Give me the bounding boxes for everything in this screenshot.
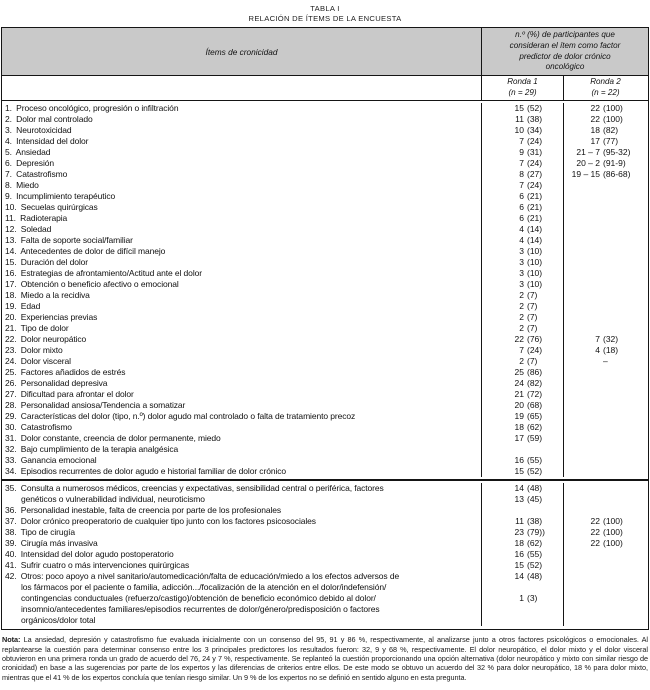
table-row <box>2 466 648 477</box>
round1-value-cell: 2 (7) <box>481 312 563 323</box>
table-row <box>2 527 648 538</box>
item-number: 27. <box>5 389 17 400</box>
round2-value-cell <box>563 301 647 312</box>
table-row <box>2 246 648 257</box>
value-column-header: n.º (%) de participantes que consideran el ítem como factor predictor de dolor crónico oncológico <box>481 28 648 75</box>
round1-value-cell: 16 (55) <box>481 455 563 466</box>
item-number: 15. <box>5 257 17 268</box>
item-text-cell: 19. Edad <box>5 301 41 312</box>
round2-value-cell: 17 (77) <box>563 136 647 147</box>
item-text-cell: 12. Soledad <box>5 224 52 235</box>
table-row <box>2 202 648 213</box>
round2-value-cell: 7 (32) <box>563 334 647 345</box>
item-number: 32. <box>5 444 17 455</box>
round1-value-cell: 10 (34) <box>481 125 563 136</box>
item-text-cell: 2. Dolor mal controlado <box>5 114 93 125</box>
round1-value-cell: 7 (24) <box>481 158 563 169</box>
item-number: 31. <box>5 433 17 444</box>
table-row <box>2 378 648 389</box>
table-row <box>2 367 648 378</box>
round1-value-cell: 15 (52) <box>481 466 563 477</box>
item-text-cell: 29. Características del dolor (tipo, n.º) dolor agudo mal controlado o falta de tratamiento precoz <box>5 411 356 422</box>
item-text-cell: 16. Estrategias de afrontamiento/Actitud ante el dolor <box>5 268 202 279</box>
round1-value-cell: 6 (21) <box>481 202 563 213</box>
item-text-cell: 10. Secuelas quirúrgicas <box>5 202 98 213</box>
table-row <box>2 411 648 422</box>
item-number: 36. <box>5 505 17 516</box>
round1-value-cell: 2 (7) <box>481 356 563 367</box>
item-text-cell: 1. Proceso oncológico, progresión o infiltración <box>5 103 179 114</box>
table-row <box>2 103 648 114</box>
item-number: 9. <box>5 191 12 202</box>
item-number: 17. <box>5 279 17 290</box>
round2-value-cell <box>563 257 647 268</box>
item-text-cell: 39. Cirugía más invasiva <box>5 538 98 549</box>
table-row <box>2 516 648 527</box>
table-row <box>2 136 648 147</box>
round1-value-cell: 19 (65) <box>481 411 563 422</box>
item-text-cell: 24. Dolor visceral <box>5 356 71 367</box>
item-number: 6. <box>5 158 12 169</box>
item-number: 24. <box>5 356 17 367</box>
round2-value-cell <box>563 312 647 323</box>
item-number: 33. <box>5 455 17 466</box>
item-number: 22. <box>5 334 17 345</box>
item-text-cell: 18. Miedo a la recidiva <box>5 290 90 301</box>
table-row <box>2 235 648 246</box>
table-title <box>0 4 650 24</box>
round1-value-cell: 15 (52) <box>481 560 563 571</box>
item-text-cell: 28. Personalidad ansiosa/Tendencia a somatizar <box>5 400 186 411</box>
round1-value-cell: 24 (82) <box>481 378 563 389</box>
round2-value-cell <box>563 560 647 571</box>
item-number: 26. <box>5 378 17 389</box>
table-row <box>2 257 648 268</box>
table-row <box>2 158 648 169</box>
item-number: 4. <box>5 136 12 147</box>
round2-value-cell <box>563 411 647 422</box>
round1-value-cell: 14 (48) 1 (3) <box>481 571 563 626</box>
item-text-cell: 6. Depresión <box>5 158 54 169</box>
round1-value-cell: 7 (24) <box>481 136 563 147</box>
item-number: 20. <box>5 312 17 323</box>
round1-value-cell: 3 (10) <box>481 268 563 279</box>
item-number: 37. <box>5 516 17 527</box>
round2-value-cell <box>563 235 647 246</box>
item-number: 21. <box>5 323 17 334</box>
item-number: 11. <box>5 213 16 224</box>
item-number: 41. <box>5 560 17 571</box>
table-row <box>2 191 648 202</box>
table-row <box>2 114 648 125</box>
table-row <box>2 180 648 191</box>
table-row <box>2 455 648 466</box>
round1-value-cell: 3 (10) <box>481 257 563 268</box>
table-row <box>2 549 648 560</box>
item-text-cell: 38. Tipo de cirugía <box>5 527 76 538</box>
round1-value-cell: 7 (24) <box>481 345 563 356</box>
round1-value-cell: 2 (7) <box>481 290 563 301</box>
item-text-cell: 27. Dificultad para afrontar el dolor <box>5 389 134 400</box>
round2-value-cell <box>563 455 647 466</box>
table-row <box>2 400 648 411</box>
table-row <box>2 571 648 626</box>
item-number: 16. <box>5 268 17 279</box>
item-text-cell: 33. Ganancia emocional <box>5 455 97 466</box>
table-row <box>2 169 648 180</box>
round2-value-cell: 22 (100) <box>563 103 647 114</box>
item-number: 18. <box>5 290 17 301</box>
round1-value-cell: 18 (62) <box>481 422 563 433</box>
item-text-cell: 9. Incumplimiento terapéutico <box>5 191 116 202</box>
table-row <box>2 125 648 136</box>
round1-value-cell <box>481 505 563 516</box>
table-row <box>2 560 648 571</box>
item-text-cell: 4. Intensidad del dolor <box>5 136 89 147</box>
table-row <box>2 433 648 444</box>
item-number: 12. <box>5 224 17 235</box>
item-text-cell: 40. Intensidad del dolor agudo postoperatorio <box>5 549 174 560</box>
item-number: 38. <box>5 527 17 538</box>
item-text-cell: 31. Dolor constante, creencia de dolor permanente, miedo <box>5 433 221 444</box>
round2-value-cell <box>563 290 647 301</box>
item-text-cell: 5. Ansiedad <box>5 147 51 158</box>
round2-value-cell <box>563 483 647 505</box>
round2-value-cell <box>563 180 647 191</box>
round1-value-cell: 23 (79)) <box>481 527 563 538</box>
item-text-cell: 7. Catastrofismo <box>5 169 68 180</box>
round1-value-cell: 25 (86) <box>481 367 563 378</box>
round1-value-cell: 17 (59) <box>481 433 563 444</box>
item-text-cell: 37. Dolor crónico preoperatorio de cualquier tipo junto con los factores psicosociales <box>5 516 316 527</box>
round2-value-cell <box>563 549 647 560</box>
table-row <box>2 290 648 301</box>
table-number: TABLA I <box>310 4 340 13</box>
round1-value-cell: 20 (68) <box>481 400 563 411</box>
table-row <box>2 147 648 158</box>
item-text-cell: 23. Dolor mixto <box>5 345 63 356</box>
item-number: 14. <box>5 246 17 257</box>
item-number: 35. <box>5 483 17 494</box>
round1-value-cell: 16 (55) <box>481 549 563 560</box>
item-text-cell: 20. Experiencias previas <box>5 312 98 323</box>
round1-header: Ronda 1 (n = 29) <box>481 76 563 100</box>
table-footnote <box>2 635 648 682</box>
table-row <box>2 389 648 400</box>
item-text-cell: 11. Radioterapia <box>5 213 68 224</box>
item-text-cell: 13. Falta de soporte social/familiar <box>5 235 133 246</box>
table-row <box>2 483 648 505</box>
round1-value-cell: 22 (76) <box>481 334 563 345</box>
item-text-cell: 15. Duración del dolor <box>5 257 88 268</box>
item-number: 28. <box>5 400 17 411</box>
round2-value-cell <box>563 246 647 257</box>
round1-value-cell <box>481 444 563 455</box>
item-number: 2. <box>5 114 12 125</box>
table-row <box>2 444 648 455</box>
round2-value-cell <box>563 268 647 279</box>
item-text-cell: 30. Catastrofismo <box>5 422 72 433</box>
round2-value-cell <box>563 422 647 433</box>
item-number: 40. <box>5 549 17 560</box>
round2-value-cell <box>563 433 647 444</box>
table-caption: RELACIÓN DE ÍTEMS DE LA ENCUESTA <box>248 14 402 23</box>
item-number: 25. <box>5 367 17 378</box>
round2-value-cell: 22 (100) <box>563 527 647 538</box>
round1-value-cell: 9 (31) <box>481 147 563 158</box>
round2-value-cell: 21 – 7 (95-32) <box>563 147 647 158</box>
round2-value-cell <box>563 224 647 235</box>
item-number: 13. <box>5 235 17 246</box>
round2-value-cell <box>563 191 647 202</box>
item-text-cell: 32. Bajo cumplimiento de la terapia analgésica <box>5 444 179 455</box>
footnote-label: Nota: <box>2 635 21 645</box>
round1-value-cell: 14 (48) 13 (45) <box>481 483 563 505</box>
item-text-cell: 22. Dolor neuropático <box>5 334 87 345</box>
round1-value-cell: 7 (24) <box>481 180 563 191</box>
round2-value-cell: 22 (100) <box>563 114 647 125</box>
item-number: 5. <box>5 147 12 158</box>
footnote-text: La ansiedad, depresión y catastrofismo fue evaluada inicialmente con un consenso del 95, 91 y 86 %, respectivamente, al analizarse junto a otros factores psicológicos o emocionales. Al replantearse la cuestión para determinar consenso entre los 3 principales predictores los resultados fueron: 32, 9 y 68 %, respectivamente. El dolor neuropático, el dolor mixto y el dolor visceral obtuvieron en una primera ronda un grado de acuerdo del 76, 24 y 7 %, respectivamente. Se replanteó la cuestión proporcionando una opción alternativa (dolor neuropático y mixto con similar riesgo de cronicidad) en base a las sugerencias por parte de los expertos y las diferencias de criterios entre ellos. De este modo se obtuvo un acuerdo del 32 % para dolor neuropático, 18 % para dolor mixto, mientras que el 41 % de los expertos concluía que tenían riesgo similar. Un 9 % de los expertos no se definió en sentido alguno en esta pregunta. <box>2 635 648 682</box>
item-text-cell: 35. Consulta a numerosos médicos, creencias y expectativas, sensibilidad central o periférica, factores genéticos o vulnerabilidad individual, neuroticismo <box>5 483 384 505</box>
item-number: 39. <box>5 538 17 549</box>
item-number: 34. <box>5 466 17 477</box>
items-column-header: Ítems de cronicidad <box>205 46 278 57</box>
item-number: 30. <box>5 422 17 433</box>
table-row <box>2 268 648 279</box>
survey-items-table <box>1 27 649 630</box>
item-text-cell: 36. Personalidad inestable, falta de creencia por parte de los profesionales <box>5 505 282 516</box>
item-number: 1. <box>5 103 12 114</box>
table-row <box>2 301 648 312</box>
round1-value-cell: 18 (62) <box>481 538 563 549</box>
table-row <box>2 422 648 433</box>
round1-value-cell: 4 (14) <box>481 224 563 235</box>
item-number: 3. <box>5 125 12 136</box>
round2-value-cell: 18 (82) <box>563 125 647 136</box>
table-row <box>2 224 648 235</box>
item-number: 10. <box>5 202 17 213</box>
table-header-row <box>2 28 648 76</box>
round1-value-cell: 3 (10) <box>481 246 563 257</box>
item-number: 29. <box>5 411 17 422</box>
round2-header: Ronda 2 (n = 22) <box>563 76 647 100</box>
round2-value-cell <box>563 505 647 516</box>
round2-value-cell <box>563 323 647 334</box>
item-number: 19. <box>5 301 17 312</box>
round2-value-cell <box>563 213 647 224</box>
round1-value-cell: 21 (72) <box>481 389 563 400</box>
items-section-1 <box>2 101 648 479</box>
round2-value-cell <box>563 367 647 378</box>
item-text-cell: 3. Neurotoxicidad <box>5 125 72 136</box>
round1-value-cell: 15 (52) <box>481 103 563 114</box>
table-row <box>2 213 648 224</box>
item-text-cell: 42. Otros: poco apoyo a nivel sanitario/automedicación/falta de educación/miedo a los efectos adversos de los fármacos por el paciente o familia, adicción.../focalización de la atención en el dolor/indefensión/ contingencias conductuales (refuerzo/castigo)/obtención de beneficio económico debido al dolor/ insomnio/antecedentes familiares/episodios recurrentes de dolor/género/predisposición o factores orgánicos/dolor total <box>5 571 400 626</box>
round1-value-cell: 11 (38) <box>481 516 563 527</box>
item-text-cell: 26. Personalidad depresiva <box>5 378 108 389</box>
item-text-cell: 14. Antecedentes de dolor de difícil manejo <box>5 246 166 257</box>
item-number: 7. <box>5 169 12 180</box>
round2-value-cell <box>563 389 647 400</box>
round1-value-cell: 2 (7) <box>481 323 563 334</box>
item-number: 42. <box>5 571 17 582</box>
table-row <box>2 356 648 367</box>
item-number: 8. <box>5 180 12 191</box>
round2-value-cell: 4 (18) <box>563 345 647 356</box>
round1-value-cell: 6 (21) <box>481 191 563 202</box>
table-row <box>2 345 648 356</box>
round2-value-cell: 22 (100) <box>563 538 647 549</box>
round2-value-cell: 20 – 2 (91-9) <box>563 158 647 169</box>
table-row <box>2 312 648 323</box>
round2-value-cell <box>563 279 647 290</box>
item-text-cell: 41. Sufrir cuatro o más intervenciones quirúrgicas <box>5 560 190 571</box>
table-row <box>2 505 648 516</box>
item-number: 23. <box>5 345 17 356</box>
round-subheader-row <box>2 76 648 101</box>
table-row <box>2 334 648 345</box>
round1-value-cell: 4 (14) <box>481 235 563 246</box>
item-text-cell: 25. Factores añadidos de estrés <box>5 367 126 378</box>
round2-value-cell: – <box>563 356 647 367</box>
round1-value-cell: 8 (27) <box>481 169 563 180</box>
round2-value-cell: 19 – 15 (86-68) <box>563 169 647 180</box>
round2-value-cell <box>563 444 647 455</box>
table-row <box>2 538 648 549</box>
item-text-cell: 8. Miedo <box>5 180 39 191</box>
table-row <box>2 279 648 290</box>
item-text-cell: 17. Obtención o beneficio afectivo o emocional <box>5 279 179 290</box>
round2-value-cell: 22 (100) <box>563 516 647 527</box>
table-row <box>2 323 648 334</box>
round1-value-cell: 2 (7) <box>481 301 563 312</box>
round1-value-cell: 3 (10) <box>481 279 563 290</box>
round1-value-cell: 11 (38) <box>481 114 563 125</box>
round2-value-cell <box>563 400 647 411</box>
item-text-cell: 34. Episodios recurrentes de dolor agudo e historial familiar de dolor crónico <box>5 466 287 477</box>
items-section-2 <box>2 479 648 629</box>
round2-value-cell <box>563 378 647 389</box>
item-text-cell: 21. Tipo de dolor <box>5 323 69 334</box>
subheader-spacer <box>2 76 481 100</box>
round2-value-cell <box>563 202 647 213</box>
round2-value-cell <box>563 466 647 477</box>
round1-value-cell: 6 (21) <box>481 213 563 224</box>
round2-value-cell <box>563 571 647 626</box>
